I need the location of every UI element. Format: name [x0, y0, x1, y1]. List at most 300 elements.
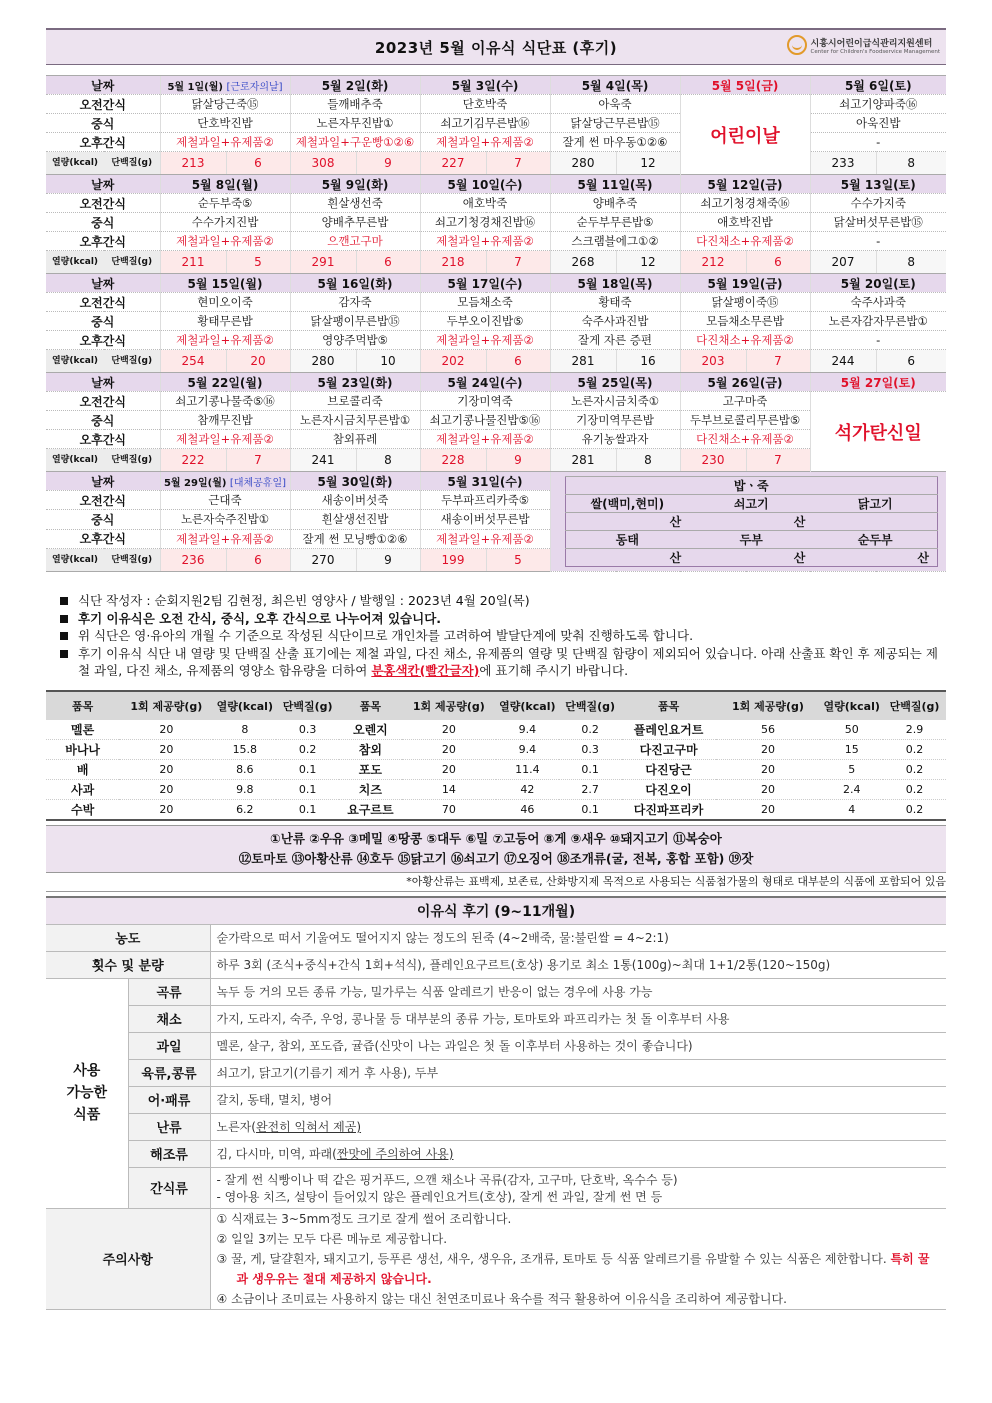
food-value: 0.1	[559, 799, 622, 820]
nutrition-header: 1회 제공량(g)	[402, 691, 496, 720]
protein-value: 16	[616, 350, 680, 373]
day-date-text: 5월 23일(화)	[317, 375, 393, 390]
afternoon-menu: -	[810, 331, 946, 350]
morning-menu: 순두부죽⑤	[160, 194, 290, 213]
table-row	[46, 739, 946, 759]
protein-label: 단백질(g)	[104, 350, 160, 373]
menu-table	[46, 75, 946, 572]
morning-label: 오전간식	[46, 392, 160, 411]
food-value: 2.4	[820, 779, 883, 799]
day-date	[550, 175, 680, 194]
food-category: 채소	[128, 1005, 210, 1032]
morning-label: 오전간식	[46, 491, 160, 510]
origin-item: 두부	[689, 531, 813, 549]
allergy-note: *아황산류는 표백제, 보존료, 산화방지제 목적으로 사용되는 식품첨가물의 형태로 대부분의 식품에 포함되어 있음	[46, 873, 946, 892]
origin-item: 동태	[565, 531, 689, 549]
kcal-value: 227	[420, 152, 486, 175]
food-category-value: 쇠고기, 닭고기(기름기 제거 후 사용), 두부	[210, 1059, 946, 1086]
food-value: 0.1	[276, 799, 339, 820]
food-category: 곡류	[128, 978, 210, 1005]
holiday-label: 어린이날	[680, 95, 810, 175]
protein-label: 단백질(g)	[104, 449, 160, 472]
note-author: 식단 작성자 : 순회지원2팀 김현정, 최은빈 영양사 / 발행일 : 2023년 4월 20일(목)	[58, 592, 946, 610]
holiday-label: 석가탄신일	[810, 392, 946, 472]
page	[46, 0, 946, 1310]
morning-menu: 쇠고기콩나물죽⑤⑯	[160, 392, 290, 411]
day-date	[420, 175, 550, 194]
kcal-value: 218	[420, 251, 486, 274]
food-value: 50	[820, 720, 883, 740]
guide-row	[46, 951, 946, 978]
nutrition-header: 품목	[46, 691, 119, 720]
afternoon-row	[46, 331, 946, 350]
kcal-label: 열량(kcal)	[46, 251, 104, 274]
food-name: 다진오이	[622, 779, 716, 799]
day-date-text: 5월 12일(금)	[707, 177, 783, 192]
morning-label: 오전간식	[46, 95, 160, 114]
food-value: 0.3	[559, 739, 622, 759]
protein-value: 20	[226, 350, 290, 373]
food-value: 20	[402, 739, 496, 759]
morning-menu: 두부파프리카죽⑤	[420, 491, 550, 510]
protein-value: 8	[356, 449, 420, 472]
caution-label: 주의사항	[46, 1208, 210, 1309]
caution-row	[46, 1208, 946, 1309]
lunch-menu: 모듬채소무른밥	[680, 312, 810, 331]
lunch-menu: 흰살생선진밥	[290, 510, 420, 529]
afternoon-menu: 으깬고구마	[290, 232, 420, 251]
table-row	[46, 720, 946, 740]
food-guide-row	[46, 1113, 946, 1140]
day-date	[160, 76, 290, 95]
lunch-row	[46, 213, 946, 232]
note-structure: 후기 이유식은 오전 간식, 중식, 오후 간식으로 나누어져 있습니다.	[58, 610, 946, 628]
day-note: [대체공휴일]	[229, 477, 287, 489]
kcal-value: 280	[550, 152, 616, 175]
day-date	[160, 373, 290, 392]
afternoon-menu: 스크램블에그①②	[550, 232, 680, 251]
food-text: 노른자(	[216, 1120, 256, 1134]
morning-menu: 새송이버섯죽	[290, 491, 420, 510]
nutrition-header: 품목	[622, 691, 716, 720]
lunch-menu: 애호박진밥	[680, 213, 810, 232]
food-guide-row	[46, 1005, 946, 1032]
food-guide-row	[46, 1086, 946, 1113]
nutrition-row	[46, 251, 946, 274]
note-calc	[58, 645, 946, 680]
lunch-label: 중식	[46, 510, 160, 529]
afternoon-menu: 제철과일+유제품②	[160, 529, 290, 548]
date-label: 날짜	[46, 472, 160, 491]
lunch-label: 중식	[46, 213, 160, 232]
protein-value: 7	[486, 152, 550, 175]
food-name: 사과	[46, 779, 119, 799]
nutrition-row	[46, 152, 946, 175]
food-value: 20	[402, 759, 496, 779]
morning-label: 오전간식	[46, 293, 160, 312]
kcal-value: 268	[550, 251, 616, 274]
food-guide-row	[46, 1032, 946, 1059]
origin-value: 산	[565, 513, 689, 531]
food-text-underlined: 짠맛에 주의하여 사용)	[336, 1147, 454, 1161]
food-value: 5	[820, 759, 883, 779]
food-value: 42	[496, 779, 559, 799]
lunch-row	[46, 312, 946, 331]
afternoon-menu: 다진채소+유제품②	[680, 232, 810, 251]
day-date-text: 5월 10일(수)	[447, 177, 523, 192]
kcal-value: 236	[160, 548, 226, 571]
food-category: 과일	[128, 1032, 210, 1059]
lunch-menu: 두부브로콜리무른밥⑤	[680, 411, 810, 430]
day-date-text: 5월 13일(토)	[840, 177, 916, 192]
afternoon-menu: 유기농쌀과자	[550, 430, 680, 449]
food-name: 요구르트	[339, 799, 402, 820]
food-value: 0.2	[883, 799, 946, 820]
food-value: 0.2	[276, 739, 339, 759]
day-date-text: 5월 16일(화)	[317, 276, 393, 291]
kcal-label: 열량(kcal)	[46, 548, 104, 571]
food-value: 46	[496, 799, 559, 820]
lunch-menu: 단호박진밥	[160, 114, 290, 133]
notes	[58, 592, 946, 680]
food-value: 70	[402, 799, 496, 820]
afternoon-menu: 제철과일+유제품②	[420, 529, 550, 548]
rice-origin-table	[565, 476, 939, 567]
nutrition-header: 단백질(g)	[883, 691, 946, 720]
day-date-text: 5월 25일(목)	[577, 375, 653, 390]
origin-item: 쇠고기	[689, 495, 813, 513]
day-date-text: 5월 1일(월)	[167, 81, 223, 93]
day-date	[550, 274, 680, 293]
food-guide-row	[46, 978, 946, 1005]
food-value: 56	[716, 720, 821, 740]
food-value: 0.2	[883, 779, 946, 799]
protein-value: 9	[486, 449, 550, 472]
food-value: 14	[402, 779, 496, 799]
lunch-menu: 아욱진밥	[810, 114, 946, 133]
food-category: 육류,콩류	[128, 1059, 210, 1086]
morning-menu: 고구마죽	[680, 392, 810, 411]
kcal-label: 열량(kcal)	[46, 350, 104, 373]
protein-value: 5	[486, 548, 550, 571]
food-value: 0.2	[559, 720, 622, 740]
protein-value: 6	[356, 251, 420, 274]
afternoon-menu: 제철과일+유제품②	[160, 430, 290, 449]
day-date-text: 5월 5일(금)	[711, 78, 779, 93]
day-date	[290, 274, 420, 293]
afternoon-menu: 제철과일+유제품②	[160, 133, 290, 152]
lunch-menu: 노른자감자무른밥①	[810, 312, 946, 331]
food-category-value	[210, 1113, 946, 1140]
day-date-text: 5월 9일(화)	[321, 177, 389, 192]
guide-table	[46, 896, 946, 1310]
origin-item: 쌀(백미,현미)	[565, 495, 689, 513]
caution-items	[217, 1209, 941, 1309]
smile-logo-icon	[787, 35, 807, 55]
protein-value: 6	[226, 548, 290, 571]
afternoon-menu: 잘게 자른 증편	[550, 331, 680, 350]
food-value: 20	[716, 779, 821, 799]
afternoon-menu: 다진채소+유제품②	[680, 331, 810, 350]
morning-menu: 숙주사과죽	[810, 293, 946, 312]
food-value: 9.8	[213, 779, 276, 799]
date-label: 날짜	[46, 76, 160, 95]
snack-line: - 잘게 썬 식빵이나 떡 같은 핑거푸드, 으깬 채소나 곡류(감자, 고구마, 단호박, 옥수수 등)	[216, 1172, 678, 1187]
food-name: 치즈	[339, 779, 402, 799]
nutrition-header: 열량(kcal)	[496, 691, 559, 720]
date-label: 날짜	[46, 373, 160, 392]
lunch-row	[46, 114, 946, 133]
morning-menu: 아욱죽	[550, 95, 680, 114]
origin-value: 산	[565, 549, 689, 567]
day-date-text: 5월 30일(화)	[317, 474, 393, 489]
lunch-menu: 새송이버섯무른밥	[420, 510, 550, 529]
afternoon-label: 오후간식	[46, 331, 160, 350]
kcal-value: 230	[680, 449, 746, 472]
food-value: 20	[119, 720, 213, 740]
protein-value: 6	[876, 350, 946, 373]
day-date-text: 5월 3일(수)	[451, 78, 519, 93]
org-name-ko: 시흥시어린이급식관리지원센터	[810, 38, 933, 49]
afternoon-menu: 제철과일+구운빵①②⑥	[290, 133, 420, 152]
food-value: 20	[716, 739, 821, 759]
day-date-text: 5월 31일(수)	[447, 474, 523, 489]
morning-menu: 수수가지죽	[810, 194, 946, 213]
origin-value: 산	[813, 549, 937, 567]
kcal-value: 244	[810, 350, 876, 373]
note-calc-text: 후기 이유식 식단 내 열량 및 단백질 산출 표기에는 제철 과일, 다진 채소, 유제품의 열량 및 단백질 함량이 제외되어 있습니다. 아래 산출표 확인 후 제공되는 제철 과일, 다진 채소, 유제품의 영양소 함유량을 더하여	[78, 645, 938, 678]
lunch-menu: 참깨무진밥	[160, 411, 290, 430]
day-date-text: 5월 20일(토)	[840, 276, 916, 291]
food-category-value	[210, 1167, 946, 1208]
day-date-text: 5월 15일(월)	[187, 276, 263, 291]
lunch-menu: 닭살버섯무른밥⑮	[810, 213, 946, 232]
food-value: 8	[213, 720, 276, 740]
food-value: 20	[716, 799, 821, 820]
protein-value: 6	[746, 251, 810, 274]
afternoon-label: 오후간식	[46, 430, 160, 449]
guide-key: 농도	[46, 924, 210, 951]
protein-value: 10	[356, 350, 420, 373]
lunch-label: 중식	[46, 114, 160, 133]
lunch-menu: 두부오이진밥⑤	[420, 312, 550, 331]
origin-value: 산	[689, 549, 813, 567]
lunch-menu: 양배추무른밥	[290, 213, 420, 232]
afternoon-menu: 제철과일+유제품②	[420, 232, 550, 251]
table-row	[46, 759, 946, 779]
day-date	[160, 274, 290, 293]
protein-label: 단백질(g)	[104, 548, 160, 571]
guide-key: 횟수 및 분량	[46, 951, 210, 978]
kcal-value: 241	[290, 449, 356, 472]
allergy-line-2: ⑫토마토 ⑬아황산류 ⑭호두 ⑮닭고기 ⑯쇠고기 ⑰오징어 ⑱조개류(굴, 전복, 홍합 포함) ⑲잣	[238, 850, 754, 866]
kcal-value: 281	[550, 350, 616, 373]
morning-menu: 현미오이죽	[160, 293, 290, 312]
protein-value: 12	[616, 251, 680, 274]
afternoon-menu: -	[810, 232, 946, 251]
food-value: 20	[119, 779, 213, 799]
food-value: 0.1	[276, 779, 339, 799]
day-date-text: 5월 6일(토)	[844, 78, 912, 93]
food-value: 0.2	[883, 759, 946, 779]
protein-value: 7	[746, 350, 810, 373]
caution-list	[210, 1208, 946, 1309]
kcal-label: 열량(kcal)	[46, 449, 104, 472]
food-category: 난류	[128, 1113, 210, 1140]
afternoon-menu: 제철과일+유제품②	[160, 232, 290, 251]
kcal-value: 213	[160, 152, 226, 175]
protein-value: 9	[356, 548, 420, 571]
food-category-value: 갈치, 동태, 멸치, 병어	[210, 1086, 946, 1113]
protein-value: 5	[226, 251, 290, 274]
morning-menu: 노른자시금치죽①	[550, 392, 680, 411]
kcal-value: 211	[160, 251, 226, 274]
food-text: 김, 다시마, 미역, 파래(	[216, 1147, 337, 1161]
date-row	[46, 274, 946, 293]
lunch-menu: 숙주사과진밥	[550, 312, 680, 331]
caution-item: ④ 소금이나 조미료는 사용하지 않는 대신 천연조미료나 육수를 적극 활용하여 이유식을 조리하여 제공합니다.	[216, 1291, 787, 1306]
food-guide-row	[46, 1167, 946, 1208]
food-name: 포도	[339, 759, 402, 779]
food-value: 0.3	[276, 720, 339, 740]
day-date	[550, 373, 680, 392]
protein-value: 8	[616, 449, 680, 472]
food-value: 9.4	[496, 739, 559, 759]
note-calc-highlight: 분홍색칸(빨간글자)	[371, 663, 480, 678]
morning-menu: 쇠고기청경채죽⑯	[680, 194, 810, 213]
kcal-value: 199	[420, 548, 486, 571]
date-label: 날짜	[46, 175, 160, 194]
food-category-value	[210, 1140, 946, 1167]
morning-menu: 쇠고기양파죽⑯	[810, 95, 946, 114]
table-row	[46, 779, 946, 799]
day-date-text: 5월 24일(수)	[447, 375, 523, 390]
lunch-label: 중식	[46, 411, 160, 430]
kcal-value: 291	[290, 251, 356, 274]
caution-item: ① 식재료는 3~5mm정도 크기로 잘게 썰어 조리합니다.	[216, 1211, 512, 1226]
afternoon-menu: 영양주먹밥⑤	[290, 331, 420, 350]
food-name: 참외	[339, 739, 402, 759]
food-value: 11.4	[496, 759, 559, 779]
usable-label-line: 식품	[73, 1107, 101, 1123]
food-name: 플레인요거트	[622, 720, 716, 740]
food-name: 다진파프리카	[622, 799, 716, 820]
protein-value: 8	[876, 251, 946, 274]
lunch-menu: 수수가지진밥	[160, 213, 290, 232]
date-row	[46, 472, 946, 491]
nutrition-header: 단백질(g)	[276, 691, 339, 720]
nutrition-header: 품목	[339, 691, 402, 720]
food-value: 9.4	[496, 720, 559, 740]
food-value: 4	[820, 799, 883, 820]
food-category-value: 멜론, 살구, 참외, 포도즙, 귤즙(신맛이 나는 과일은 첫 돌 이후부터 사용하는 것이 좋습니다)	[210, 1032, 946, 1059]
kcal-value: 212	[680, 251, 746, 274]
kcal-value: 228	[420, 449, 486, 472]
food-value: 0.1	[276, 759, 339, 779]
guide-value: 하루 3회 (조식+중식+간식 1회+석식), 플레인요구르트(호상) 용기로 최소 1통(100g)~최대 1+1/2통(120~150g)	[210, 951, 946, 978]
origin-item: 닭고기	[813, 495, 937, 513]
nutrition-header: 1회 제공량(g)	[119, 691, 213, 720]
caution-item	[217, 1249, 941, 1289]
morning-menu: 감자죽	[290, 293, 420, 312]
morning-row	[46, 95, 946, 114]
date-row	[46, 76, 946, 95]
afternoon-label: 오후간식	[46, 529, 160, 548]
afternoon-row	[46, 232, 946, 251]
guide-title: 이유식 후기 (9~11개월)	[46, 897, 946, 925]
day-date	[680, 274, 810, 293]
day-date	[680, 373, 810, 392]
date-label: 날짜	[46, 274, 160, 293]
food-name: 배	[46, 759, 119, 779]
kcal-value: 270	[290, 548, 356, 571]
morning-menu: 브로콜리죽	[290, 392, 420, 411]
day-date	[290, 175, 420, 194]
allergy-line-1: ①난류 ②우유 ③메밀 ④땅콩 ⑤대두 ⑥밀 ⑦고등어 ⑧게 ⑨새우 ⑩돼지고기 ⑪복숭아	[270, 830, 722, 846]
protein-value: 6	[226, 152, 290, 175]
day-date-text: 5월 8일(월)	[191, 177, 259, 192]
morning-menu: 근대죽	[160, 491, 290, 510]
nutrition-table	[46, 690, 946, 821]
day-date	[160, 175, 290, 194]
org-name-en: Center for Children's Foodservice Management	[810, 48, 940, 55]
day-date	[420, 373, 550, 392]
food-name: 다진당근	[622, 759, 716, 779]
food-name: 오렌지	[339, 720, 402, 740]
morning-menu: 닭살당근죽⑮	[160, 95, 290, 114]
usable-label-line: 가능한	[66, 1085, 108, 1101]
food-value: 20	[119, 799, 213, 820]
page-title: 2023년 5월 이유식 식단표 (후기)	[374, 38, 618, 57]
day-date	[160, 472, 290, 491]
kcal-value: 207	[810, 251, 876, 274]
food-name: 수박	[46, 799, 119, 820]
origin-item: 순두부	[813, 531, 937, 549]
kcal-value: 203	[680, 350, 746, 373]
food-guide-row	[46, 1059, 946, 1086]
day-note: [근로자의날]	[226, 81, 283, 93]
morning-menu: 애호박죽	[420, 194, 550, 213]
morning-menu: 양배추죽	[550, 194, 680, 213]
afternoon-menu: 잘게 썬 모닝빵①②⑥	[290, 529, 420, 548]
afternoon-menu: -	[810, 133, 946, 152]
origin-value: 산	[689, 513, 813, 531]
table-row	[46, 799, 946, 820]
lunch-menu: 순두부무른밥⑤	[550, 213, 680, 232]
nutrition-header: 열량(kcal)	[213, 691, 276, 720]
kcal-value: 254	[160, 350, 226, 373]
lunch-menu: 닭살당근무른밥⑮	[550, 114, 680, 133]
day-date	[290, 76, 420, 95]
lunch-menu: 닭살팽이무른밥⑮	[290, 312, 420, 331]
lunch-label: 중식	[46, 312, 160, 331]
day-date	[420, 76, 550, 95]
day-date	[810, 274, 946, 293]
kcal-value: 202	[420, 350, 486, 373]
day-date	[680, 175, 810, 194]
protein-value: 6	[486, 350, 550, 373]
food-name: 다진고구마	[622, 739, 716, 759]
afternoon-menu: 제철과일+유제품②	[160, 331, 290, 350]
kcal-value: 280	[290, 350, 356, 373]
snack-line: - 영아용 치즈, 설탕이 들어있지 않은 플레인요거트(호상), 잘게 썬 과일, 잘게 썬 면 등	[216, 1189, 663, 1204]
day-date	[420, 472, 550, 491]
day-date-text: 5월 17일(수)	[447, 276, 523, 291]
protein-label: 단백질(g)	[104, 251, 160, 274]
protein-label: 단백질(g)	[104, 152, 160, 175]
food-category: 해조류	[128, 1140, 210, 1167]
day-date-text: 5월 18일(목)	[577, 276, 653, 291]
